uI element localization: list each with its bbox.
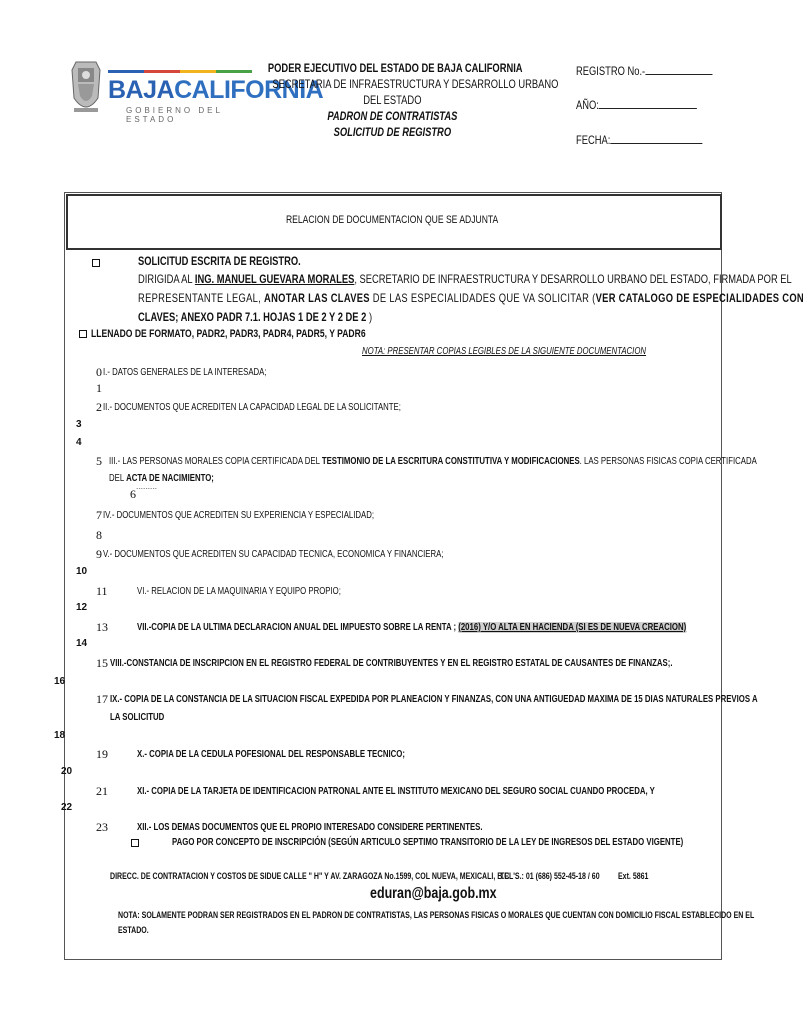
fecha-field[interactable] (576, 133, 702, 147)
item1-line2: REPRESENTANTE LEGAL, ANOTAR LAS CLAVES DE LAS ESPECIALIDADES QUE VA SOLICITAR (VER CATALOGO DE ESPECIALIDADES CON (138, 291, 804, 305)
num-8: 8 (96, 528, 102, 542)
logo-tagline: GOBIERNO DEL ESTADO (126, 106, 223, 124)
coat-of-arms-icon (68, 58, 104, 120)
header-line-2: SECRETARIA DE INFRAESTRUCTURA Y DESARROLLO URBANO (272, 77, 559, 91)
doc-iv: IV.- DOCUMENTOS QUE ACREDITEN SU EXPERIENCIA Y ESPECIALIDAD; (103, 510, 375, 521)
doc-iii-cont: DEL ACTA DE NACIMIENTO; (109, 473, 214, 484)
item1-line1: DIRIGIDA AL ING. MANUEL GUEVARA MORALES, SECRETARIO DE INFRAESTRUCTURA Y DESARROLLO URBANO DEL ESTADO, FIRMADA POR EL (138, 272, 792, 286)
num-15: 15 (96, 656, 108, 670)
num-17: 17 (96, 692, 108, 706)
footer-ext: Ext. 5861 (618, 871, 649, 881)
num-18: 18 (54, 730, 66, 741)
num-7: 7 (96, 508, 102, 522)
doc-ii: II.- DOCUMENTOS QUE ACREDITEN LA CAPACIDAD LEGAL DE LA SOLICITANTE; (103, 402, 401, 413)
anio-field[interactable] (576, 98, 697, 112)
doc-ix: IX.- COPIA DE LA CONSTANCIA DE LA SITUACION FISCAL EXPEDIDA POR PLANEACION Y FINANZAS, CON UNA ANTIGUEDAD MAXIMA DE 15 DIAS NATURALES PREVIOS A (110, 694, 758, 705)
header-line-3: DEL ESTADO (362, 93, 422, 107)
footer-address: DIRECC. DE CONTRATACION Y COSTOS DE SIDUE CALLE " H" Y AV. ZARAGOZA No.1599, COL NUEVA, MEXICALI, B.C (110, 871, 510, 881)
num-12: 12 (76, 602, 88, 613)
num-11: 11 (96, 584, 108, 598)
doc-v: V.- DOCUMENTOS QUE ACREDITEN SU CAPACIDAD TECNICA, ECONOMICA Y FINANCIERA; (103, 549, 444, 560)
document-title: RELACION DE DOCUMENTACION QUE SE ADJUNTA (285, 214, 499, 226)
num-19: 19 (96, 747, 108, 761)
item1-heading: SOLICITUD ESCRITA DE REGISTRO. (138, 254, 301, 268)
num-2: 2 (96, 400, 102, 414)
doc-x: X.- COPIA DE LA CEDULA POFESIONAL DEL RESPONSABLE TECNICO; (137, 749, 405, 760)
item2-text: LLENADO DE FORMATO, PADR2, PADR3, PADR4, PADR5, Y PADR6 (91, 328, 366, 340)
num-20: 20 (61, 766, 73, 777)
checkbox-pago[interactable] (131, 839, 139, 847)
num-0: 0 (96, 365, 102, 379)
footer-email[interactable]: eduran@baja.gob.mx (370, 885, 497, 902)
doc-xi: XI.- COPIA DE LA TARJETA DE IDENTIFICACION PATRONAL ANTE EL INSTITUTO MEXICANO DEL SEGURO SOCIAL CUANDO PROCEDA, Y (137, 786, 655, 797)
checkbox-formatos[interactable] (79, 330, 87, 338)
title-wrap (66, 214, 718, 226)
num-3: 3 (76, 419, 82, 430)
num-22: 22 (61, 802, 73, 813)
registro-label: REGISTRO No.- (576, 64, 646, 78)
num-14: 14 (76, 638, 88, 649)
header-line-1: PODER EJECUTIVO DEL ESTADO DE BAJA CALIFORNIA (267, 61, 523, 75)
fecha-label: FECHA: (576, 133, 611, 147)
logo-color-bar (108, 70, 252, 73)
logo-wordmark: BAJACALIFORNIA (108, 76, 324, 104)
num-5: 5 (96, 454, 102, 468)
header-block (232, 60, 559, 140)
num-21: 21 (96, 784, 108, 798)
nota-copias: NOTA: PRESENTAR COPIAS LEGIBLES DE LA SIGUIENTE DOCUMENTACION (362, 346, 647, 357)
doc-vi: VI.- RELACION DE LA MAQUINARIA Y EQUIPO PROPIO; (137, 586, 341, 597)
doc-viii: VIII.-CONSTANCIA DE INSCRIPCION EN EL REGISTRO FEDERAL DE CONTRIBUYENTES Y EN EL REGISTRO ESTATAL DE CAUSANTES DE FINANZAS;. (110, 658, 673, 669)
doc-xii: XII.- LOS DEMAS DOCUMENTOS QUE EL PROPIO INTERESADO CONSIDERE PERTINENTES. (137, 822, 483, 833)
num-23: 23 (96, 820, 108, 834)
doc-iii: III.- LAS PERSONAS MORALES COPIA CERTIFICADA DEL TESTIMONIO DE LA ESCRITURA CONSTITUTIVA Y MODIFICACIONES. LAS PERSONAS FISICAS COPIA CERTIFICADA (109, 456, 757, 467)
doc-i: I.- DATOS GENERALES DE LA INTERESADA; (103, 367, 267, 378)
registro-field[interactable] (576, 64, 712, 78)
num-1: 1 (96, 381, 102, 395)
anio-label: AÑO: (576, 98, 599, 112)
num-16: 16 (54, 676, 66, 687)
num-10: 10 (76, 566, 88, 577)
footer-tels: TEL'S.: 01 (686) 552-45-18 / 60 (500, 871, 600, 881)
footer-nota: NOTA: SOLAMENTE PODRAN SER REGISTRADOS EN EL PADRON DE CONTRATISTAS, LAS PERSONAS FISICAS O MORALES QUE CUENTAN CON DOMICILIO FISCAL ESTABLECIDO EN EL (118, 910, 755, 920)
header-line-5: SOLICITUD DE REGISTRO (333, 125, 451, 139)
item1-line3: CLAVES; ANEXO PADR 7.1. HOJAS 1 DE 2 Y 2 DE 2 ) (138, 310, 373, 324)
num-6: 6´´´´´´´´´ (130, 487, 157, 501)
doc-vii: VII.-COPIA DE LA ULTIMA DECLARACION ANUAL DEL IMPUESTO SOBRE LA RENTA ; (2016) Y/O ALTA EN HACIENDA (SI ES DE NUEVA CREACION) (137, 622, 687, 633)
num-4: 4 (76, 437, 82, 448)
state-logo (68, 58, 324, 124)
doc-pago: PAGO POR CONCEPTO DE INSCRIPCIÓN (SEGÚN ARTICULO SEPTIMO TRANSITORIO DE LA LEY DE INGRESOS DEL ESTADO VIGENTE) (172, 837, 684, 848)
num-9: 9 (96, 547, 102, 561)
doc-ix-cont: LA SOLICITUD (110, 712, 165, 723)
footer-nota-cont: ESTADO. (118, 925, 149, 935)
header-line-4: PADRON DE CONTRATISTAS (326, 109, 457, 123)
num-13: 13 (96, 620, 108, 634)
checkbox-solicitud[interactable] (92, 259, 100, 267)
